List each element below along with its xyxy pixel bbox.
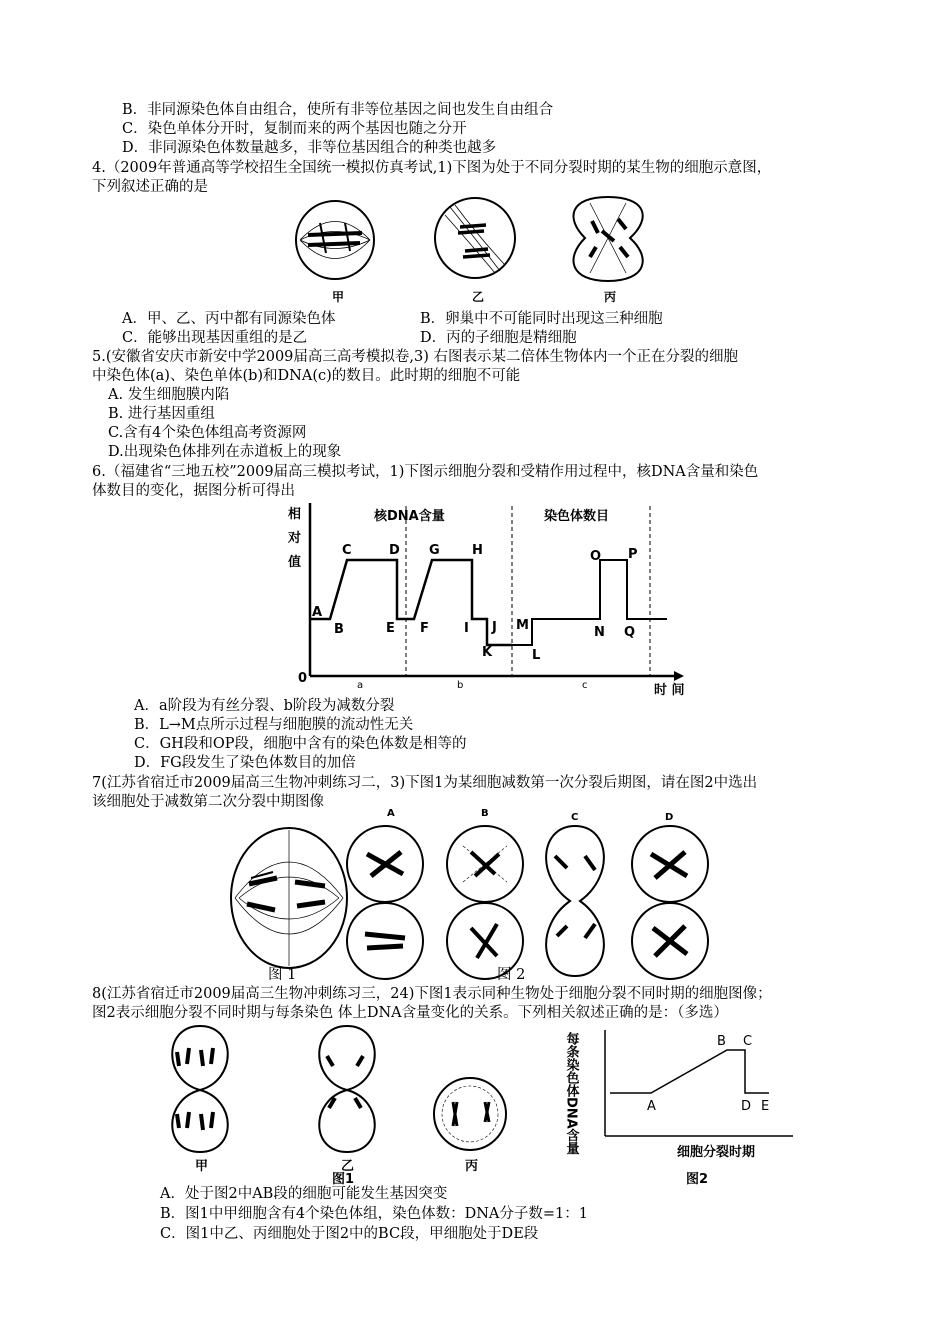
q4-option-b: B．卵巢中不可能同时出现这三种细胞 — [420, 311, 663, 327]
q5-option-a: A. 发生细胞膜内陷 — [108, 387, 230, 403]
q8-point-B: B — [717, 1034, 726, 1049]
q8-point-D: D — [741, 1099, 752, 1114]
q6-point-I: I — [464, 621, 469, 636]
cell-yi — [435, 198, 515, 278]
q8-point-E: E — [761, 1099, 770, 1114]
cell-bing — [573, 197, 642, 281]
q7-letter-A: A — [387, 808, 395, 819]
q6-point-A: A — [312, 605, 323, 620]
q5-stem-line2: 中染色体(a)、染色单体(b)和DNA(c)的数目。此时期的细胞不可能 — [92, 368, 521, 384]
q4-stem-line2: 下列叙述正确的是 — [92, 179, 208, 195]
q8-stem-line2: 图2表示细胞分裂不同时期与每条染色 体上DNA含量变化的关系。下列相关叙述正确的是：（多选） — [92, 1005, 728, 1021]
q6-point-C: C — [342, 543, 352, 558]
q6-point-P: P — [628, 547, 638, 562]
q8-point-C: C — [743, 1034, 753, 1049]
q4-label-jia: 甲 — [332, 290, 345, 304]
q6-point-Q: Q — [624, 625, 636, 640]
q6-point-O: O — [590, 549, 602, 564]
q7-stem-line1: 7(江苏省宿迁市2009届高三生物冲刺练习二，3)下图1为某细胞减数第一次分裂后期图，请在图2中选出 — [92, 775, 758, 791]
q4-option-c: C．能够出现基因重组的是乙 — [122, 330, 308, 346]
q6-chart — [282, 498, 702, 698]
q8-option-a: A．处于图2中AB段的细胞可能发生基因突变 — [160, 1186, 448, 1202]
q6-label-dna: 核DNA含量 — [374, 509, 445, 524]
q8-fig1-caption: 图1 — [332, 1172, 355, 1187]
q6-point-F: F — [420, 621, 429, 636]
q7-letter-D: D — [665, 812, 674, 823]
q7-letter-B: B — [481, 808, 489, 819]
q5-option-b: B. 进行基因重组 — [108, 406, 215, 422]
q7-cell-C — [546, 826, 604, 976]
cell-jia — [296, 201, 374, 279]
q6-label-chrom: 染色体数目 — [544, 509, 610, 524]
q4-label-yi: 乙 — [472, 290, 485, 304]
q8-label-bing: 丙 — [465, 1159, 479, 1172]
q6-chrom-curve — [512, 560, 667, 645]
q4-option-a: A．甲、乙、丙中都有同源染色体 — [122, 311, 336, 327]
q6-point-M: M — [516, 618, 529, 633]
q8-xlabel: 细胞分裂时期 — [677, 1145, 756, 1160]
q8-fig2-caption: 图2 — [686, 1172, 709, 1187]
q7-cell-A-bottom — [347, 903, 423, 979]
q6-point-E: E — [386, 621, 395, 636]
q7-fig1-cell — [231, 828, 347, 968]
q3-option-b: B．非同源染色体自由组合，使所有非等位基因之间也发生自由组合 — [122, 102, 554, 118]
q8-cell-bing — [434, 1078, 506, 1150]
q5-option-d: D.出现染色体排列在赤道板上的现象 — [108, 444, 342, 460]
q6-point-J: J — [492, 620, 497, 635]
q6-option-d: D．FG段发生了染色体数目的加倍 — [134, 755, 356, 771]
q7-stem-line2: 该细胞处于减数第二次分裂中期图像 — [92, 794, 324, 810]
q6-ylabel-3: 值 — [288, 555, 302, 570]
q6-stem-line2: 体数目的变化，据图分析可得出 — [92, 483, 295, 499]
q8-ylabel: 每条染色体DNA含量 — [563, 1032, 579, 1155]
q6-stem-line1: 6.（福建省“三地五校”2009届高三模拟考试，1)下图示细胞分裂和受精作用过程中，核DNA含量和染色 — [92, 464, 759, 480]
q3-option-d: D．非同源染色体数量越多，非等位基因组合的种类也越多 — [122, 140, 497, 156]
q8-fig2-chart — [555, 1028, 795, 1173]
q7-fig2-caption: 图 2 — [497, 967, 526, 983]
q4-option-d: D．丙的子细胞是精细胞 — [420, 330, 577, 346]
q3-option-c: C．染色单体分开时，复制而来的两个基因也随之分开 — [122, 121, 467, 137]
q4-cell-figure — [290, 193, 670, 308]
q6-x-arrow — [674, 671, 684, 681]
q6-ylabel-1: 相 — [288, 507, 302, 522]
q4-stem-line1: 4.（2009年普通高等学校招生全国统一模拟仿真考试,1)下图为处于不同分裂时期的某生物的细胞示意图， — [92, 160, 772, 176]
q8-fig1 — [155, 1022, 535, 1172]
q8-option-c: C．图1中乙、丙细胞处于图2中的BC段，甲细胞处于DE段 — [160, 1226, 539, 1242]
q7-letter-C: C — [571, 812, 579, 823]
q8-point-A: A — [647, 1099, 656, 1114]
q8-option-b: B．图1中甲细胞含有4个染色体组，染色体数：DNA分子数=1：1 — [160, 1206, 588, 1222]
q6-point-H: H — [472, 543, 483, 558]
q8-curve — [610, 1050, 769, 1093]
q6-point-N: N — [594, 625, 605, 640]
q8-cell-yi — [319, 1026, 375, 1152]
q5-option-c: C.含有4个染色体组高考资源网 — [108, 425, 307, 441]
q6-seg-b: b — [457, 680, 464, 691]
q6-seg-a: a — [357, 680, 364, 691]
q6-point-B: B — [334, 622, 344, 637]
q7-fig1-caption: 图 1 — [268, 967, 297, 983]
q6-option-b: B．L→M点所示过程与细胞膜的流动性无关 — [134, 717, 414, 733]
q8-cell-jia — [172, 1026, 228, 1152]
q6-point-K: K — [482, 645, 493, 660]
q6-point-L: L — [532, 648, 541, 663]
q8-label-jia: 甲 — [195, 1159, 209, 1172]
q6-seg-c: c — [582, 680, 588, 691]
q6-option-a: A．a阶段为有丝分裂、b阶段为减数分裂 — [134, 698, 395, 714]
q4-label-bing: 丙 — [604, 290, 617, 304]
q5-stem-line1: 5.(安徽省安庆市新安中学2009届高三高考模拟卷,3) 右图表示某二倍体生物体内一个正在分裂的细胞 — [92, 349, 738, 365]
q6-ylabel-2: 对 — [288, 531, 302, 546]
q6-xlabel: 时 间 — [654, 683, 685, 698]
q6-origin: 0 — [298, 671, 308, 686]
q7-cell-figure — [225, 806, 715, 986]
q8-stem-line1: 8(江苏省宿迁市2009届高三生物冲刺练习三，24)下图1表示同种生物处于细胞分裂不同时期的细胞图像； — [92, 986, 772, 1002]
q6-option-c: C．GH段和OP段，细胞中含有的染色体数是相等的 — [134, 736, 467, 752]
q6-point-D: D — [389, 543, 400, 558]
q6-point-G: G — [429, 543, 440, 558]
q8-label-yi: 乙 — [341, 1159, 355, 1172]
